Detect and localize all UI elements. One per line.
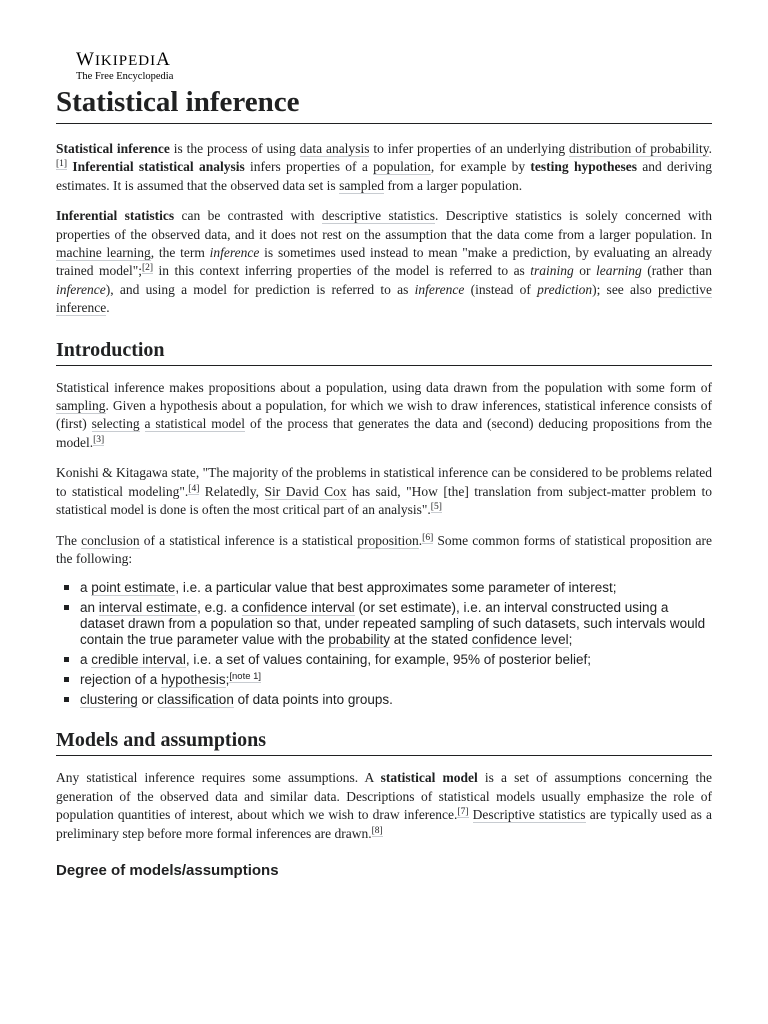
text: , for example by xyxy=(430,159,531,175)
text: is sometimes used instead to mean "make a prediction, by evaluating an already trained model"; xyxy=(56,245,712,279)
text xyxy=(140,416,145,431)
text: are typically used as a preliminary step before more formal inferences are drawn. xyxy=(56,807,713,841)
text: ; xyxy=(225,672,230,688)
bold-term: Inferential statistics xyxy=(56,208,175,224)
link-descriptive-statistics[interactable]: descriptive statistics xyxy=(321,208,435,224)
text: an xyxy=(80,600,99,616)
logo-tagline: The Free Encyclopedia xyxy=(76,71,174,82)
citation[interactable] xyxy=(372,826,383,837)
italic-term: inference xyxy=(414,281,465,297)
text: Konishi & Kitagawa state, "The majority of the problems in statistical inference can be considered to be problems related to statistical modeling". xyxy=(56,465,712,499)
text: . xyxy=(106,300,110,316)
text: Any statistical inference requires some assumptions. A xyxy=(56,770,381,786)
citation-link[interactable]: [1] xyxy=(56,159,68,170)
text: to infer properties of an underlying xyxy=(369,141,570,156)
link-sampled[interactable]: sampled xyxy=(339,177,385,193)
italic-term: inference xyxy=(56,281,106,297)
italic-term: learning xyxy=(596,263,642,279)
page-title: Statistical inference xyxy=(56,84,712,124)
text: or xyxy=(573,263,597,279)
link-confidence-interval[interactable]: confidence interval xyxy=(242,600,355,616)
citation-link[interactable]: [note 1] xyxy=(229,671,262,683)
link-selecting[interactable]: selecting xyxy=(91,416,140,432)
citation[interactable] xyxy=(188,484,199,495)
list-item xyxy=(80,672,712,688)
text: ; xyxy=(568,632,573,648)
text: . xyxy=(418,532,423,548)
bullet-icon xyxy=(64,605,69,610)
citation-link[interactable]: [7] xyxy=(457,807,469,818)
citation-link[interactable]: [6] xyxy=(422,532,434,543)
subsection-heading-degree-of-models: Degree of models/assumptions xyxy=(56,861,279,879)
bold-term: Inferential statistical analysis xyxy=(72,159,245,175)
link-descriptive-statistics[interactable]: Descriptive statistics xyxy=(472,807,586,823)
intro-paragraph-2 xyxy=(56,464,712,519)
citation[interactable] xyxy=(422,533,433,544)
text: a xyxy=(80,580,92,596)
citation-link[interactable]: [8] xyxy=(371,825,383,836)
text: is a set of assumptions concerning the generation of the observed data and similar data. Descriptions of statistical models usually emphasize the role of population quantities of interest, about which we wish to draw inference. xyxy=(56,770,712,823)
citation[interactable] xyxy=(142,263,153,274)
proposition-list xyxy=(56,580,712,708)
citation-link[interactable]: [2] xyxy=(141,263,154,274)
citation-link[interactable]: [4] xyxy=(188,483,200,494)
text: of the process that generates the data and (second) deducing propositions from the model. xyxy=(56,416,713,450)
text: Statistical inference makes propositions about a population, using data drawn from the population with some form of xyxy=(56,379,712,395)
lead-paragraph-2 xyxy=(56,207,712,317)
link-point-estimate[interactable]: point estimate xyxy=(91,580,176,596)
text: Relatedly, xyxy=(199,483,265,499)
lead-paragraph-1 xyxy=(56,140,712,195)
link-confidence-level[interactable]: confidence level xyxy=(471,632,569,648)
italic-term: inference xyxy=(209,245,260,261)
bullet-icon xyxy=(64,677,69,682)
note-citation[interactable] xyxy=(229,671,261,683)
text: at the stated xyxy=(389,632,472,648)
link-probability[interactable]: probability xyxy=(328,632,390,648)
text: a xyxy=(80,652,92,668)
article-body xyxy=(56,140,712,881)
citation-link[interactable]: [3] xyxy=(93,434,105,445)
link-machine-learning[interactable]: machine learning xyxy=(56,245,151,261)
link-conclusion[interactable]: conclusion xyxy=(81,532,140,548)
text: , i.e. a particular value that best approximates some parameter of interest; xyxy=(175,580,617,596)
models-paragraph-1 xyxy=(56,769,712,843)
citation[interactable] xyxy=(457,807,468,818)
link-clustering[interactable]: clustering xyxy=(80,692,138,708)
text: in this context inferring properties of the model is referred to as xyxy=(153,263,531,279)
text: ); see also xyxy=(592,281,659,297)
bullet-icon xyxy=(64,585,69,590)
citation[interactable] xyxy=(431,502,442,513)
intro-paragraph-3 xyxy=(56,532,712,569)
wikipedia-logo[interactable] xyxy=(76,50,173,83)
link-sampling[interactable]: sampling xyxy=(56,398,106,414)
bold-term: Statistical inference xyxy=(56,141,170,156)
text: Some common forms of statistical proposition are the following: xyxy=(56,532,712,566)
text: (or set estimate), i.e. an interval constructed using a dataset drawn from a population so that, under repeated sampling of such datasets, such intervals would contain the true parameter value with the xyxy=(80,600,706,648)
text: , the term xyxy=(150,245,210,261)
section-heading-models-and-assumptions: Models and assumptions xyxy=(56,728,712,756)
text: from a larger population. xyxy=(384,177,523,193)
text: , i.e. a set of values containing, for example, 95% of posterior belief; xyxy=(185,652,592,668)
italic-term: training xyxy=(530,263,574,279)
text: is the process of using xyxy=(169,141,300,156)
link-interval-estimate[interactable]: interval estimate xyxy=(98,600,198,616)
italic-term: prediction xyxy=(537,281,593,297)
link-hypothesis[interactable]: hypothesis xyxy=(161,672,226,688)
link-predictive-inference[interactable]: predictive inference xyxy=(56,281,713,316)
text: ), and using a model for prediction is referred to as xyxy=(105,281,415,297)
bold-term: testing hypotheses xyxy=(530,159,637,175)
list-item xyxy=(80,580,712,596)
text: . Given a hypothesis about a population, for which we wish to draw inferences, statistical inference consists of (first) xyxy=(56,398,712,432)
link-data-analysis[interactable]: data analysis xyxy=(299,141,370,156)
text: (rather than xyxy=(641,263,712,279)
text: The xyxy=(56,532,82,548)
bullet-icon xyxy=(64,657,69,662)
link-classification[interactable]: classification xyxy=(157,692,234,708)
text: of a statistical inference is a statistical xyxy=(139,532,358,548)
text: rejection of a xyxy=(80,672,162,688)
link-credible-interval[interactable]: credible interval xyxy=(91,652,186,668)
link-proposition[interactable]: proposition xyxy=(357,532,419,548)
text: (instead of xyxy=(464,281,538,297)
logo-wordmark: WIKIPEDIA xyxy=(76,49,171,70)
link-sir-david-cox[interactable]: Sir David Cox xyxy=(264,483,347,499)
text: has said, "How [the] translation from subject-matter problem to statistical model is done is often the most critical part of an analysis". xyxy=(56,483,713,518)
bold-term: statistical model xyxy=(380,770,478,786)
link-distribution-of-probability[interactable]: distribution of probability xyxy=(569,141,709,156)
text: . Descriptive statistics is solely concerned with properties of the observed data, and it does not rest on the assumption that the data come from a larger population. In xyxy=(56,208,712,242)
text: can be contrasted with xyxy=(174,208,322,224)
list-item xyxy=(80,692,712,708)
link-statistical-model[interactable]: a statistical model xyxy=(144,416,246,432)
citation-link[interactable]: [5] xyxy=(430,502,442,513)
text: or xyxy=(137,692,158,708)
list-item xyxy=(80,600,712,648)
list-item xyxy=(80,652,712,668)
bullet-icon xyxy=(64,697,69,702)
text: and deriving estimates. It is assumed that the observed data set is xyxy=(56,159,713,193)
citation[interactable] xyxy=(56,159,67,170)
text: infers properties of a xyxy=(244,159,374,175)
intro-paragraph-1 xyxy=(56,379,712,453)
link-population[interactable]: population xyxy=(373,159,431,175)
section-heading-introduction: Introduction xyxy=(56,338,712,366)
text: , e.g. a xyxy=(197,600,243,616)
text: . xyxy=(708,141,712,156)
text: of data points into groups. xyxy=(233,692,393,708)
citation[interactable] xyxy=(93,435,104,446)
